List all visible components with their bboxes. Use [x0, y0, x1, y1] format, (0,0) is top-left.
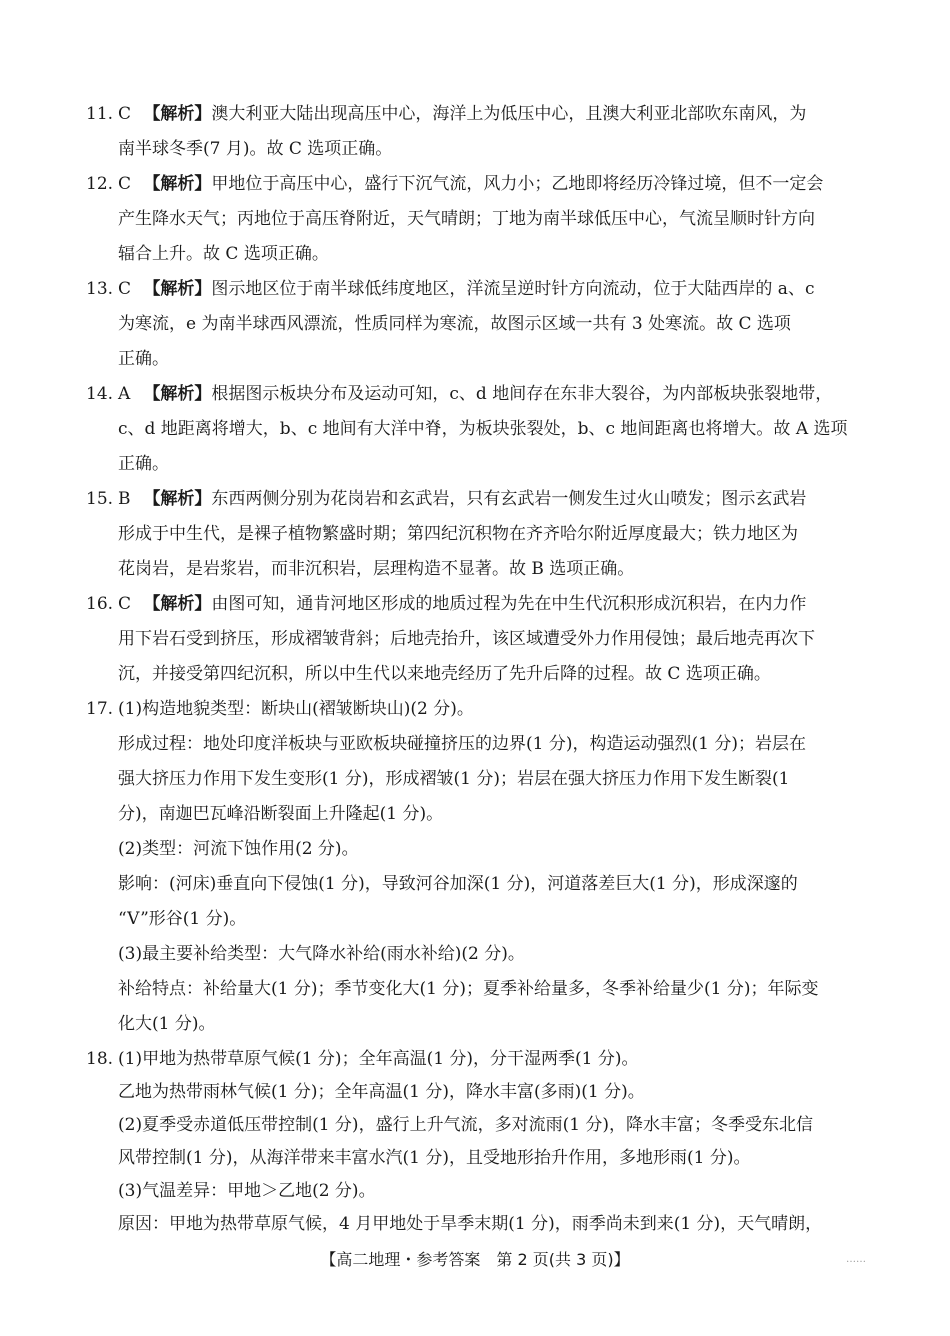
- q17-line-10: 化大(1 分)。: [118, 1014, 216, 1034]
- corner-mark: ……: [846, 1254, 866, 1265]
- answer-letter: A: [118, 384, 131, 404]
- q11-line-1: [86, 104, 860, 124]
- q17-line-4: 分)，南迦巴瓦峰沿断裂面上升隆起(1 分)。: [118, 804, 444, 824]
- analysis-tag: 【解析】: [143, 384, 212, 404]
- analysis-tag: 【解析】: [143, 174, 212, 194]
- question-number: 11.: [86, 104, 114, 124]
- q16-line-3: 沉，并接受第四纪沉积，所以中生代以来地壳经历了先升后降的过程。故 C 选项正确。: [118, 664, 771, 684]
- analysis-text: 图示地区位于南半球低纬度地区，洋流呈逆时针方向流动，位于大陆西岸的 a、c: [211, 279, 815, 299]
- analysis-tag: 【解析】: [143, 104, 212, 124]
- q11-line-2: 南半球冬季(7 月)。故 C 选项正确。: [118, 139, 393, 159]
- q12-line-3: 辐合上升。故 C 选项正确。: [118, 244, 329, 264]
- analysis-tag: 【解析】: [143, 594, 212, 614]
- q14-line-2: c、d 地距离将增大，b、c 地间有大洋中脊，为板块张裂处，b、c 地间距离也将增大。故 A 选项: [118, 419, 848, 439]
- q16-line-2: 用下岩石受到挤压，形成褶皱背斜；后地壳抬升，该区域遭受外力作用侵蚀；最后地壳再次下: [118, 629, 815, 649]
- q18-line-3: (2)夏季受赤道低压带控制(1 分)，盛行上升气流，多对流雨(1 分)，降水丰富；冬季受东北信: [118, 1115, 814, 1135]
- question-number: 14.: [86, 384, 114, 404]
- analysis-text: 甲地位于高压中心，盛行下沉气流，风力小；乙地即将经历冷锋过境，但不一定会: [211, 174, 824, 194]
- q12-line-2: 产生降水天气；丙地位于高压脊附近，天气晴朗；丁地为南半球低压中心，气流呈顺时针方向: [118, 209, 815, 229]
- q17-line-1: [86, 699, 860, 719]
- q13-line-3: 正确。: [118, 349, 169, 369]
- q17-line-7: “V”形谷(1 分)。: [118, 909, 247, 929]
- q17-line-9: 补给特点：补给量大(1 分)；季节变化大(1 分)；夏季补给量多，冬季补给量少(1 分)；年际变: [118, 979, 819, 999]
- q12-line-1: [86, 174, 860, 194]
- question-number: 17.: [86, 699, 114, 719]
- analysis-text: 澳大利亚大陆出现高压中心，海洋上为低压中心，且澳大利亚北部吹东南风，为: [211, 104, 807, 124]
- q17-line-5: (2)类型：河流下蚀作用(2 分)。: [118, 839, 359, 859]
- analysis-text: 由图可知，通肯河地区形成的地质过程为先在中生代沉积形成沉积岩，在内力作: [211, 594, 807, 614]
- q15-line-2: 形成于中生代，是裸子植物繁盛时期；第四纪沉积物在齐齐哈尔附近厚度最大；铁力地区为: [118, 524, 798, 544]
- question-number: 12.: [86, 174, 114, 194]
- q15-line-1: [86, 489, 860, 509]
- answer-letter: C: [118, 594, 132, 614]
- analysis-tag: 【解析】: [143, 489, 212, 509]
- analysis-text: 东西两侧分别为花岗岩和玄武岩，只有玄武岩一侧发生过火山喷发；图示玄武岩: [211, 489, 807, 509]
- page-footer: 【高二地理・参考答案 第 2 页(共 3 页)】: [320, 1250, 630, 1269]
- q14-line-3: 正确。: [118, 454, 169, 474]
- answer-letter: B: [118, 489, 131, 509]
- q13-line-2: 为寒流，e 为南半球西风漂流，性质同样为寒流，故图示区域一共有 3 处寒流。故 C 选项: [118, 314, 791, 334]
- question-number: 13.: [86, 279, 114, 299]
- q18-line-1: [86, 1049, 860, 1069]
- q18-line-6: 原因：甲地为热带草原气候，4 月甲地处于旱季末期(1 分)，雨季尚未到来(1 分)，天气晴朗，: [118, 1214, 823, 1234]
- question-number: 16.: [86, 594, 114, 614]
- analysis-text: 根据图示板块分布及运动可知，c、d 地间存在东非大裂谷，为内部板块张裂地带，: [211, 384, 833, 404]
- answer-letter: C: [118, 174, 132, 194]
- q14-line-1: [86, 384, 860, 404]
- answer-text: (1)甲地为热带草原气候(1 分)；全年高温(1 分)，分干湿两季(1 分)。: [118, 1049, 639, 1069]
- q18-line-4: 风带控制(1 分)，从海洋带来丰富水汽(1 分)，且受地形抬升作用，多地形雨(1 分)。: [118, 1148, 751, 1168]
- answer-text: (1)构造地貌类型：断块山(褶皱断块山)(2 分)。: [118, 699, 474, 719]
- q18-line-5: (3)气温差异：甲地＞乙地(2 分)。: [118, 1181, 376, 1201]
- q13-line-1: [86, 279, 860, 299]
- q15-line-3: 花岗岩，是岩浆岩，而非沉积岩，层理构造不显著。故 B 选项正确。: [118, 559, 635, 579]
- analysis-tag: 【解析】: [143, 279, 212, 299]
- q18-line-2: 乙地为热带雨林气候(1 分)；全年高温(1 分)，降水丰富(多雨)(1 分)。: [118, 1082, 645, 1102]
- q17-line-3: 强大挤压力作用下发生变形(1 分)，形成褶皱(1 分)；岩层在强大挤压力作用下发生断裂(1: [118, 769, 790, 789]
- question-number: 18.: [86, 1049, 114, 1069]
- answer-letter: C: [118, 104, 132, 124]
- answer-letter: C: [118, 279, 132, 299]
- q17-line-2: 形成过程：地处印度洋板块与亚欧板块碰撞挤压的边界(1 分)，构造运动强烈(1 分)；岩层在: [118, 734, 806, 754]
- q16-line-1: [86, 594, 860, 614]
- q17-line-6: 影响：(河床)垂直向下侵蚀(1 分)，导致河谷加深(1 分)，河道落差巨大(1 分)，形成深邃的: [118, 874, 798, 894]
- q17-line-8: (3)最主要补给类型：大气降水补给(雨水补给)(2 分)。: [118, 944, 525, 964]
- question-number: 15.: [86, 489, 114, 509]
